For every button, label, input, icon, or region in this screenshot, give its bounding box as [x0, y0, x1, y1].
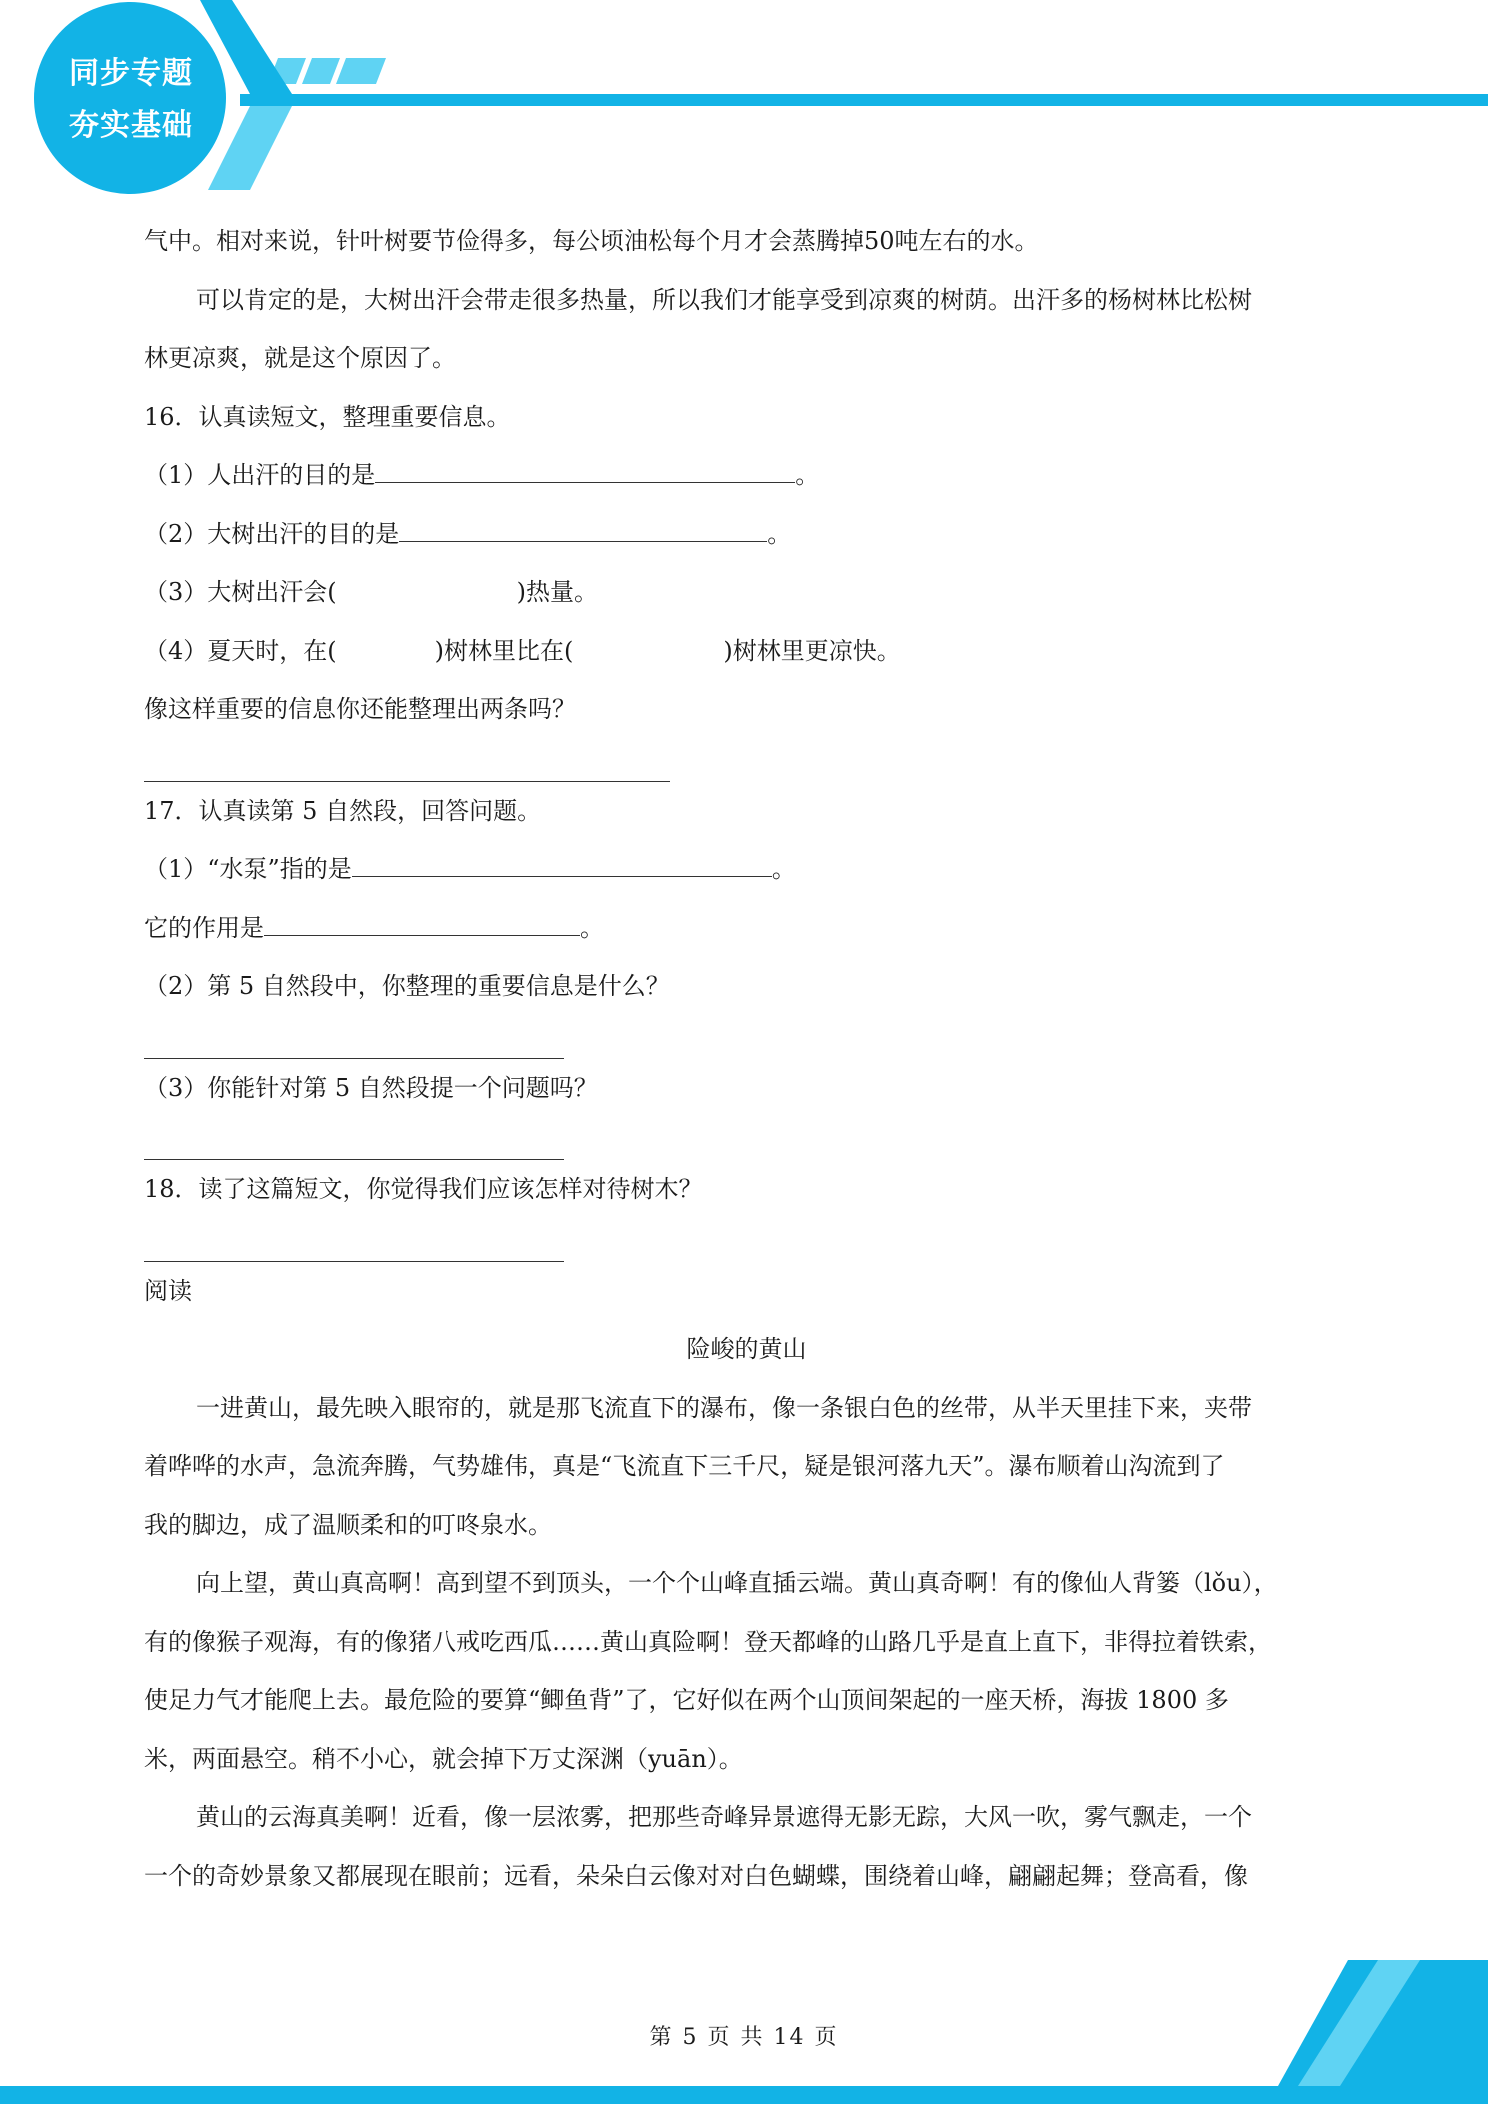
question-text: 它的作用是 — [144, 913, 264, 942]
answer-line-row — [144, 1219, 1349, 1262]
question-16-extra: 像这样重要的信息你还能整理出两条吗？ — [144, 695, 576, 723]
reading-line: 我的脚边，成了温顺柔和的叮咚泉水。 — [144, 1510, 552, 1539]
answer-line[interactable] — [144, 1016, 564, 1059]
header-bar — [240, 94, 1488, 106]
reading-line: 一进黄山，最先映入眼帘的，就是那飞流直下的瀑布，像一条银白色的丝带，从半天里挂下来，夹带 — [196, 1393, 1252, 1422]
answer-line-row — [144, 1117, 1349, 1160]
answer-blank[interactable] — [399, 511, 767, 542]
footer-bar — [0, 2086, 1488, 2104]
question-16-1 — [144, 446, 1349, 505]
page-content — [144, 212, 1349, 1905]
question-17-1 — [144, 840, 1349, 899]
passage-line: 气中。相对来说，针叶树要节俭得多，每公顷油松每个月才会蒸腾掉50吨左右的水。 — [144, 227, 1039, 255]
question-text: （4）夏天时，在( — [144, 636, 337, 665]
header-stripe — [302, 58, 340, 84]
question-17-3: （3）你能针对第 5 自然段提一个问题吗？ — [144, 1073, 598, 1102]
question-text: （1）“水泵”指的是 — [144, 855, 352, 883]
punct: 。 — [771, 855, 796, 883]
passage-line: 林更凉爽，就是这个原因了。 — [144, 344, 456, 372]
answer-line-row — [144, 1016, 1349, 1059]
badge-line-2: 夯实基础 — [69, 108, 193, 143]
question-16-stem: 16．认真读短文，整理重要信息。 — [144, 402, 511, 431]
answer-blank[interactable] — [264, 905, 580, 936]
answer-line[interactable] — [144, 1219, 564, 1262]
question-17-stem: 17．认真读第 5 自然段，回答问题。 — [144, 796, 542, 825]
question-18-stem: 18．读了这篇短文，你觉得我们应该怎样对待树木？ — [144, 1175, 703, 1203]
reading-line: 米，两面悬空。稍不小心，就会掉下万丈深渊（yuān）。 — [144, 1744, 743, 1773]
question-text: )热量。 — [516, 578, 599, 606]
question-16-4 — [144, 622, 1349, 681]
answer-blank[interactable] — [352, 846, 772, 877]
answer-blank[interactable] — [375, 452, 795, 483]
answer-line-row — [144, 739, 1349, 782]
question-text: )树林里更凉快。 — [723, 636, 901, 665]
answer-line[interactable] — [144, 739, 670, 782]
reading-line: 一个的奇妙景象又都展现在眼前；远看，朵朵白云像对对白色蝴蝶，围绕着山峰，翩翩起舞；登高看，像 — [144, 1861, 1248, 1890]
reading-line: 黄山的云海真美啊！近看，像一层浓雾，把那些奇峰异景遮得无影无踪，大风一吹，雾气飘走，一个 — [196, 1803, 1252, 1831]
question-16-2 — [144, 505, 1349, 564]
punct: 。 — [767, 519, 792, 548]
answer-line[interactable] — [144, 1117, 564, 1160]
badge-line-1: 同步专题 — [69, 56, 193, 91]
passage-line: 可以肯定的是，大树出汗会带走很多热量，所以我们才能享受到凉爽的树荫。出汗多的杨树林比松树 — [196, 285, 1252, 314]
reading-line: 着哗哗的水声，急流奔腾，气势雄伟，真是“飞流直下三千尺，疑是银河落九天”。瀑布顺着山沟流到了 — [144, 1452, 1225, 1480]
reading-label: 阅读 — [144, 1276, 192, 1305]
question-text: （1）人出汗的目的是 — [144, 461, 376, 489]
page-number: 第 5 页 共 14 页 — [649, 2025, 839, 2050]
reading-line: 向上望，黄山真高啊！高到望不到顶头，一个个山峰直插云端。黄山真奇啊！有的像仙人背篓（lǒu）， — [196, 1569, 1278, 1597]
reading-line: 使足力气才能爬上去。最危险的要算“鲫鱼背”了，它好似在两个山顶间架起的一座天桥，海拔 1800 多 — [144, 1686, 1229, 1714]
punct: 。 — [580, 913, 604, 942]
question-17-2: （2）第 5 自然段中，你整理的重要信息是什么？ — [144, 972, 670, 1000]
question-text: （2）大树出汗的目的是 — [144, 519, 400, 548]
question-text: )树林里比在( — [434, 636, 574, 665]
reading-line: 有的像猴子观海，有的像猪八戒吃西瓜……黄山真险啊！登天都峰的山路几乎是直上直下，非得拉着铁索， — [144, 1627, 1272, 1656]
question-16-3 — [144, 563, 1349, 622]
punct: 。 — [795, 461, 820, 489]
reading-title: 险峻的黄山 — [686, 1335, 807, 1363]
question-text: （3）大树出汗会( — [144, 578, 337, 606]
header-badge — [36, 12, 226, 188]
header-stripe — [336, 58, 386, 84]
question-17-1b — [144, 899, 1349, 958]
